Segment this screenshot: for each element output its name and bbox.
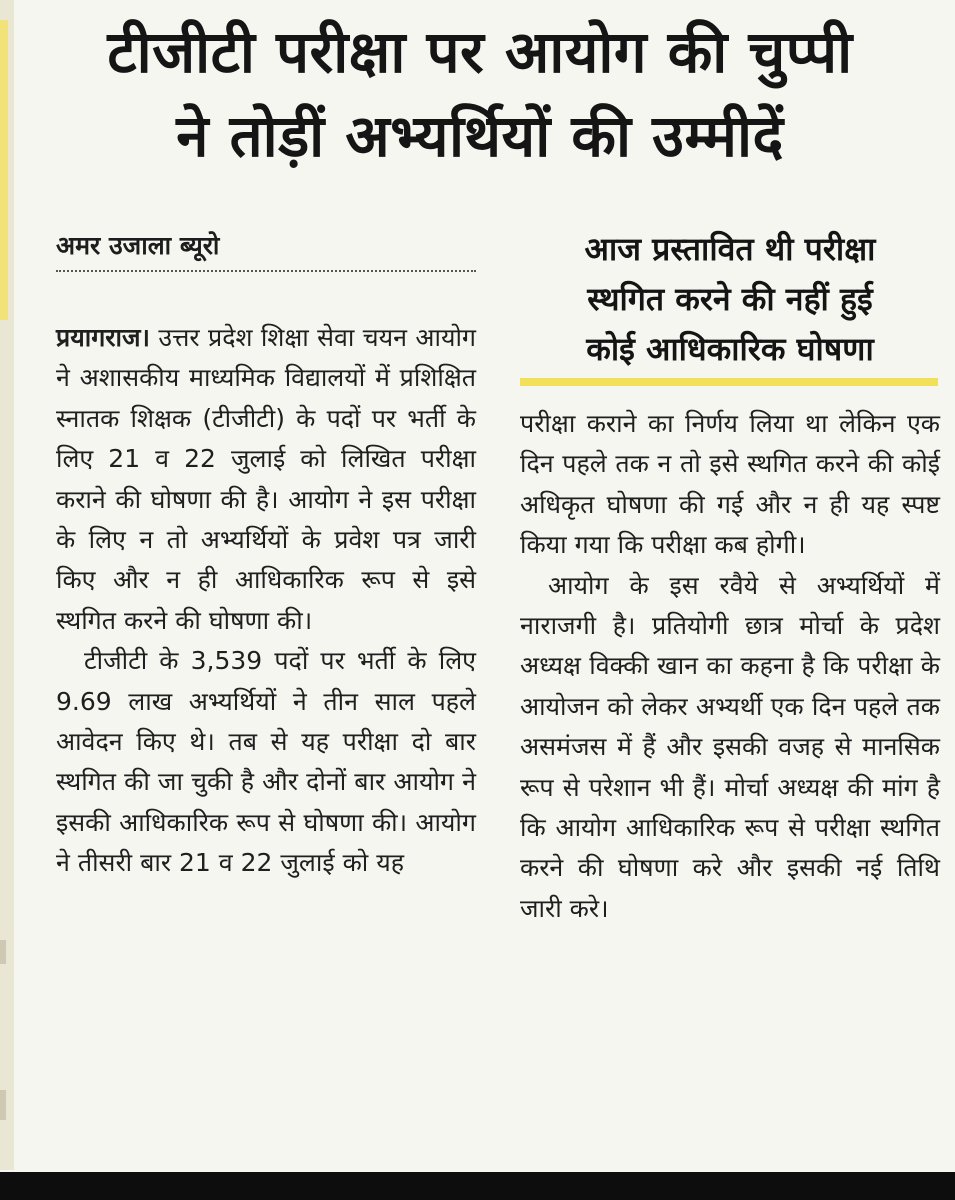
- dateline: प्रयागराज।: [56, 323, 151, 352]
- headline-line-1: टीजीटी परीक्षा पर आयोग की चुप्पी: [107, 18, 853, 86]
- byline-divider: [56, 270, 476, 272]
- headline: [20, 10, 940, 178]
- adjacent-page-yellow-strip: [0, 20, 8, 320]
- byline: अमर उजाला ब्यूरो: [56, 231, 220, 260]
- headline-line-2: ने तोड़ीं अभ्यर्थियों की उम्मीदें: [176, 102, 784, 170]
- article-column-left: [56, 318, 476, 884]
- subheadline: [520, 224, 940, 374]
- subheadline-line-1: आज प्रस्तावित थी परीक्षा: [584, 230, 876, 268]
- subheadline-highlight-rule: [520, 378, 938, 386]
- adjacent-page-mark: [0, 1090, 6, 1120]
- article-paragraph: परीक्षा कराने का निर्णय लिया था लेकिन एक दिन पहले तक न तो इसे स्थगित करने की कोई अधिकृत घोषणा की गई और न ही यह स्पष्ट किया गया कि परीक्षा कब होगी।: [520, 409, 940, 560]
- adjacent-page-edge: [0, 0, 14, 1170]
- article-paragraph: आयोग के इस रवैये से अभ्यर्थियों में नाराजगी है। प्रतियोगी छात्र मोर्चा के प्रदेश अध्यक्ष विक्की खान का कहना है कि परीक्षा के आयोजन को लेकर अभ्यर्थी एक दिन पहले तक असमंजस में हैं और इसकी वजह से मानसिक रूप से परेशान भी हैं। मोर्चा अध्यक्ष की मांग है कि आयोग आधिकारिक रूप से परीक्षा स्थगित करने की घोषणा करे और इसकी नई तिथि जारी करे।: [520, 570, 940, 923]
- subheadline-line-2: स्थगित करने की नहीं हुई: [587, 280, 873, 318]
- article-paragraph: [56, 318, 476, 641]
- article-column-right: [520, 404, 940, 929]
- article-text: उत्तर प्रदेश शिक्षा सेवा चयन आयोग ने अशासकीय माध्यमिक विद्यालयों में प्रशिक्षित स्नातक शिक्षक (टीजीटी) के पदों पर भर्ती के लिए 21 व 22 जुलाई को लिखित परीक्षा कराने की घोषणा की है। आयोग ने इस परीक्षा के लिए न तो अभ्यर्थियों के प्रवेश पत्र जारी किए और न ही आधिकारिक रूप से इसे स्थगित करने की घोषणा की।: [56, 323, 477, 635]
- article-paragraph: टीजीटी के 3,539 पदों पर भर्ती के लिए 9.69 लाख अभ्यर्थियों ने तीन साल पहले आवेदन किए थे। तब से यह परीक्षा दो बार स्थगित की जा चुकी है और दोनों बार आयोग ने इसकी आधिकारिक रूप से घोषणा की। आयोग ने तीसरी बार 21 व 22 जुलाई को यह: [56, 646, 476, 878]
- bottom-frame-bar: [0, 1172, 955, 1200]
- adjacent-page-mark: [0, 940, 6, 964]
- subheadline-line-3: कोई आधिकारिक घोषणा: [586, 330, 874, 368]
